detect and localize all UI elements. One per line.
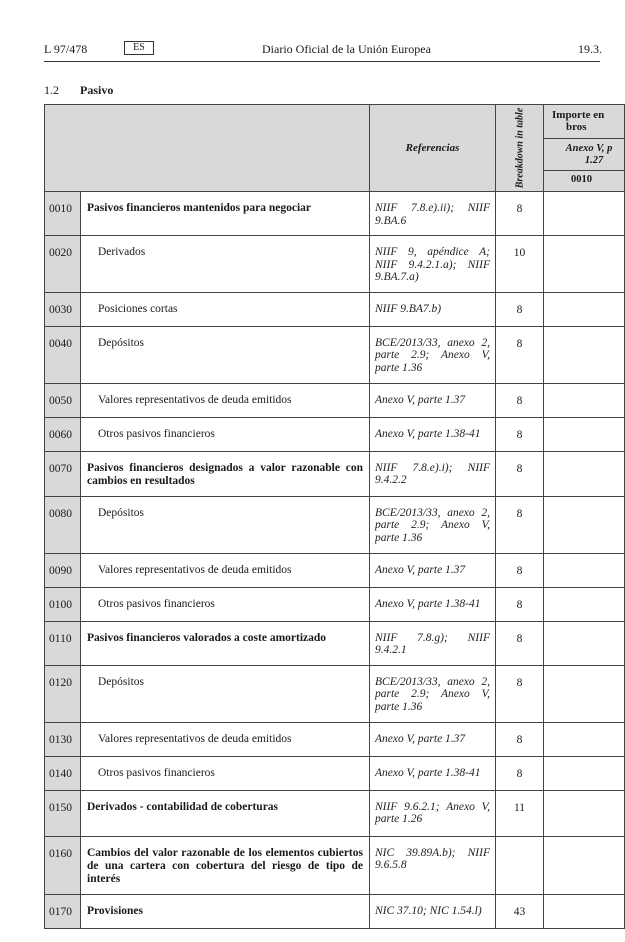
table-row [45, 236, 625, 293]
table-row [45, 496, 625, 553]
table-row [45, 836, 625, 894]
row-code: 0150 [45, 790, 81, 836]
row-breakdown: 8 [496, 292, 544, 326]
row-code: 0130 [45, 722, 81, 756]
row-amount-cell [544, 756, 625, 790]
row-reference: Anexo V, parte 1.37 [370, 553, 496, 587]
row-breakdown: 8 [496, 756, 544, 790]
row-reference: Anexo V, parte 1.37 [370, 383, 496, 417]
row-description: Otros pasivos financieros [81, 417, 370, 451]
row-amount-cell [544, 326, 625, 383]
row-breakdown: 8 [496, 451, 544, 496]
amount-subheader [544, 139, 625, 171]
row-breakdown: 8 [496, 383, 544, 417]
row-reference: Anexo V, parte 1.38-41 [370, 417, 496, 451]
table-row [45, 621, 625, 665]
breakdown-header [496, 105, 544, 192]
row-amount-cell [544, 383, 625, 417]
table-row [45, 722, 625, 756]
row-breakdown: 8 [496, 587, 544, 621]
table-row [45, 756, 625, 790]
row-code: 0110 [45, 621, 81, 665]
row-reference: NIIF 7.8.e).i); NIIF 9.4.2.2 [370, 451, 496, 496]
row-reference: NIIF 9.6.2.1; Anexo V, parte 1.26 [370, 790, 496, 836]
section-number: 1.2 [44, 83, 59, 97]
language-badge: ES [124, 41, 154, 55]
table-row [45, 292, 625, 326]
row-code: 0160 [45, 836, 81, 894]
row-breakdown: 8 [496, 621, 544, 665]
table-row [45, 383, 625, 417]
table-row [45, 790, 625, 836]
table-header [45, 105, 625, 192]
row-description: Valores representativos de deuda emitidos [81, 383, 370, 417]
row-reference: NIIF 7.8.e).ii); NIIF 9.BA.6 [370, 192, 496, 236]
row-code: 0080 [45, 496, 81, 553]
row-description: Depósitos [81, 665, 370, 722]
header-blank-cell [45, 105, 370, 192]
row-amount-cell [544, 836, 625, 894]
row-amount-cell [544, 587, 625, 621]
publication-date: 19.3. [578, 42, 602, 56]
section-heading [44, 83, 113, 98]
amount-header-line2: bros [566, 121, 587, 133]
table-row [45, 192, 625, 236]
row-amount-cell [544, 292, 625, 326]
row-reference: NIIF 7.8.g); NIIF 9.4.2.1 [370, 621, 496, 665]
row-reference: NIIF 9.BA7.b) [370, 292, 496, 326]
liabilities-table [44, 104, 625, 929]
row-code: 0100 [45, 587, 81, 621]
row-description: Otros pasivos financieros [81, 756, 370, 790]
row-breakdown: 8 [496, 496, 544, 553]
row-reference: NIC 39.89A.b); NIIF 9.6.5.8 [370, 836, 496, 894]
row-breakdown: 8 [496, 326, 544, 383]
row-amount-cell [544, 417, 625, 451]
row-reference: BCE/2013/33, anexo 2, parte 2.9; Anexo V, parte 1.36 [370, 665, 496, 722]
row-amount-cell [544, 722, 625, 756]
row-description: Valores representativos de deuda emitidos [81, 722, 370, 756]
references-header: Referencias [370, 105, 496, 192]
header-divider [44, 61, 600, 62]
row-amount-cell [544, 665, 625, 722]
row-reference: BCE/2013/33, anexo 2, parte 2.9; Anexo V, parte 1.36 [370, 326, 496, 383]
row-reference: NIIF 9, apéndice A; NIIF 9.4.2.1.a); NIIF 9.BA.7.a) [370, 236, 496, 293]
section-title: Pasivo [80, 83, 114, 97]
row-amount-cell [544, 553, 625, 587]
row-amount-cell [544, 621, 625, 665]
row-breakdown: 8 [496, 665, 544, 722]
row-reference: Anexo V, parte 1.37 [370, 722, 496, 756]
row-breakdown: 43 [496, 894, 544, 928]
row-amount-cell [544, 496, 625, 553]
row-breakdown: 8 [496, 553, 544, 587]
row-code: 0070 [45, 451, 81, 496]
row-description: Pasivos financieros valorados a coste amortizado [81, 621, 370, 665]
row-code: 0030 [45, 292, 81, 326]
breakdown-header-label: Breakdown in table [514, 107, 525, 189]
page-header [0, 38, 600, 62]
amount-subheader-line2: 1.27 [584, 155, 604, 166]
row-code: 0120 [45, 665, 81, 722]
row-reference: Anexo V, parte 1.38-41 [370, 587, 496, 621]
row-breakdown: 8 [496, 722, 544, 756]
row-reference: NIC 37.10; NIC 1.54.l) [370, 894, 496, 928]
row-breakdown [496, 836, 544, 894]
row-breakdown: 11 [496, 790, 544, 836]
row-breakdown: 8 [496, 417, 544, 451]
journal-reference: L 97/478 [44, 42, 88, 56]
row-description: Depósitos [81, 496, 370, 553]
row-description: Cambios del valor razonable de los elementos cubiertos de una cartera con cobertura del riesgo de tipo de interés [81, 836, 370, 894]
row-code: 0140 [45, 756, 81, 790]
row-code: 0010 [45, 192, 81, 236]
amount-header-line1: Importe en [552, 109, 605, 121]
journal-title: Diario Oficial de la Unión Europea [262, 42, 431, 56]
table-row [45, 326, 625, 383]
amount-subheader-line1: Anexo V, p [565, 143, 613, 154]
row-description: Provisiones [81, 894, 370, 928]
row-description: Otros pasivos financieros [81, 587, 370, 621]
amount-header [544, 105, 625, 139]
row-breakdown: 8 [496, 192, 544, 236]
row-description: Posiciones cortas [81, 292, 370, 326]
row-code: 0040 [45, 326, 81, 383]
row-description: Valores representativos de deuda emitidos [81, 553, 370, 587]
row-code: 0170 [45, 894, 81, 928]
row-reference: BCE/2013/33, anexo 2, parte 2.9; Anexo V, parte 1.36 [370, 496, 496, 553]
row-breakdown: 10 [496, 236, 544, 293]
row-code: 0050 [45, 383, 81, 417]
row-code: 0020 [45, 236, 81, 293]
row-description: Derivados [81, 236, 370, 293]
row-code: 0060 [45, 417, 81, 451]
table-row [45, 665, 625, 722]
row-description: Depósitos [81, 326, 370, 383]
row-amount-cell [544, 451, 625, 496]
table-row [45, 587, 625, 621]
row-description: Pasivos financieros mantenidos para negociar [81, 192, 370, 236]
table-row [45, 553, 625, 587]
row-description: Pasivos financieros designados a valor razonable con cambios en resultados [81, 451, 370, 496]
row-description: Derivados - contabilidad de coberturas [81, 790, 370, 836]
row-amount-cell [544, 894, 625, 928]
row-amount-cell [544, 236, 625, 293]
row-code: 0090 [45, 553, 81, 587]
table-row [45, 451, 625, 496]
row-reference: Anexo V, parte 1.38-41 [370, 756, 496, 790]
table-row [45, 894, 625, 928]
column-code-header: 0010 [544, 171, 625, 192]
row-amount-cell [544, 192, 625, 236]
row-amount-cell [544, 790, 625, 836]
table-body [45, 192, 625, 929]
table-row [45, 417, 625, 451]
